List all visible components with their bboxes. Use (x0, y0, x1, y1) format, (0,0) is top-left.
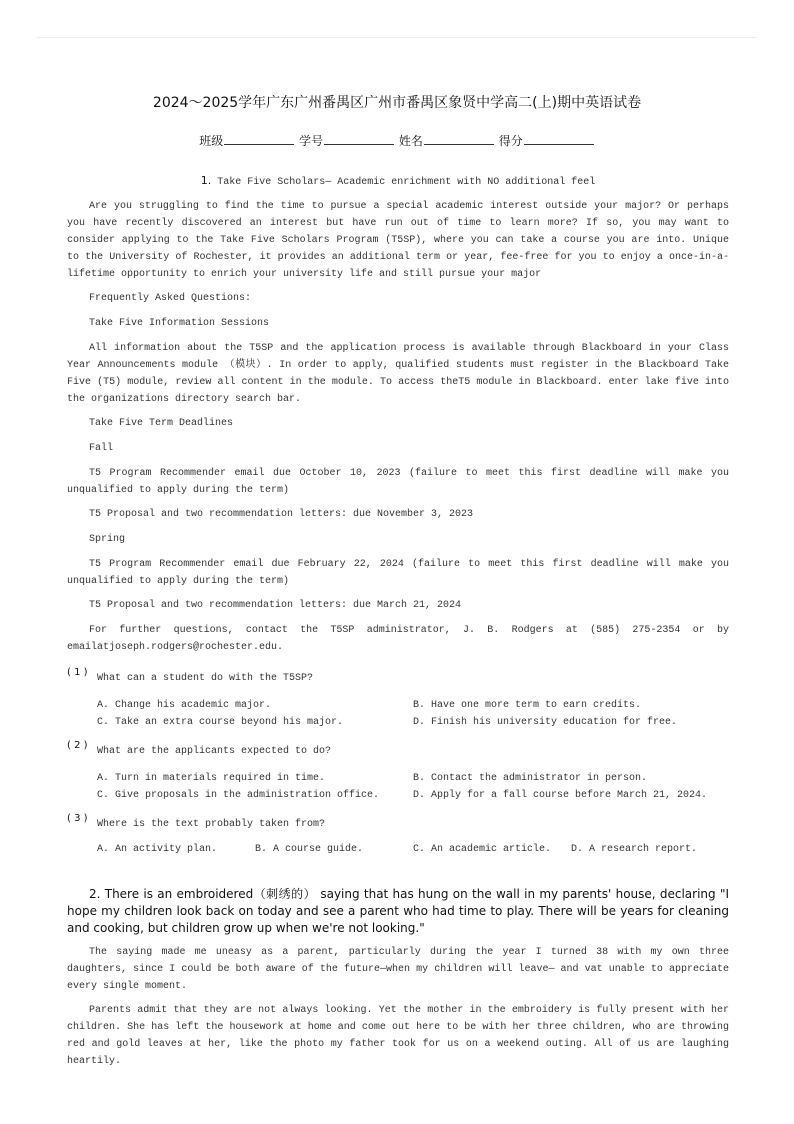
sub-question-number: ( 3 ) (67, 813, 88, 824)
option-a[interactable]: A. Change his academic major. (97, 700, 272, 711)
question-1-number: 1. (200, 174, 212, 187)
options-group (97, 841, 729, 858)
option-b[interactable]: B. Contact the administrator in person. (413, 773, 648, 784)
passage-paragraph: T5 Program Recommender email due October 10, 2023 (failure to meet this first deadline will make you unqualified to apply during the term) (67, 468, 729, 496)
sub-question-text: Where is the text probably taken from? (97, 819, 326, 830)
passage-paragraph: Parents admit that they are not always looking. Yet the mother in the embroidery is fully present with her children. She has left the housework at home and come out here to be with her three children, who are throwing red and gold leaves at her, like the photo my father took for us on a weekend outing. All of us are laughing heartily. (67, 1005, 729, 1067)
option-c[interactable]: C. An academic article. (413, 844, 552, 855)
options-group (97, 697, 729, 731)
option-a[interactable]: A. An activity plan. (97, 844, 218, 855)
option-d[interactable]: D. Apply for a fall course before March 21, 2024. (413, 790, 708, 801)
options-group (97, 770, 729, 804)
question-1-heading (67, 172, 729, 191)
name-blank[interactable] (424, 134, 494, 145)
sub-question-text: What can a student do with the T5SP? (97, 673, 314, 684)
sub-question-1 (67, 667, 729, 687)
passage-paragraph: Take Five Term Deadlines (89, 418, 234, 429)
score-blank[interactable] (524, 134, 594, 145)
passage-paragraph: T5 Proposal and two recommendation letters: due November 3, 2023 (89, 509, 474, 520)
class-label: 班级 (199, 134, 224, 148)
passage-paragraph: Are you struggling to find the time to pursue a special academic interest outside your major? Or perhaps you have recently discovered an interest but have run out of time to learn more? If so, you may want to consider applying to the Take Five Scholars Program (T5SP), where you can take a course you are into. Unique to the University of Rochester, it provides an additional term or year, fee-free for you to enjoy a once-in-a-lifetime opportunity to enrich your university life and still pursue your major (67, 201, 729, 280)
passage-paragraph: Take Five Information Sessions (89, 318, 270, 329)
option-d[interactable]: D. A research report. (571, 844, 698, 855)
passage-paragraph: Spring (89, 534, 126, 545)
score-label: 得分 (498, 134, 523, 148)
student-info-line (0, 132, 794, 149)
class-blank[interactable] (224, 134, 294, 145)
student-id-label: 学号 (299, 134, 324, 148)
question-2-heading: 2. There is an embroidered（刺绣的） saying that has hung on the wall in my parents' house, declaring "I hope my children look back on today and see a parent who had time to play. There will be years for cleaning and cooking, but children grow up when we're not looking." (67, 887, 729, 935)
sub-question-number: ( 2 ) (67, 740, 88, 751)
sub-question-2 (67, 740, 729, 760)
option-b[interactable]: B. Have one more term to earn credits. (413, 700, 642, 711)
passage-paragraph: T5 Proposal and two recommendation letters: due March 21, 2024 (89, 600, 462, 611)
sub-question-number: ( 1 ) (67, 667, 88, 678)
sub-question-3 (67, 813, 729, 833)
top-divider (37, 37, 757, 38)
sub-question-text: What are the applicants expected to do? (97, 746, 332, 757)
option-c[interactable]: C. Give proposals in the administration office. (97, 790, 380, 801)
page-title: 2024～2025学年广东广州番禺区广州市番禺区象贤中学高二(上)期中英语试卷 (152, 95, 642, 111)
student-id-blank[interactable] (324, 134, 394, 145)
option-a[interactable]: A. Turn in materials required in time. (97, 773, 326, 784)
passage-paragraph: Fall (89, 443, 114, 454)
option-d[interactable]: D. Finish his university education for free. (413, 717, 678, 728)
exam-content (67, 172, 729, 1077)
passage-paragraph: The saying made me uneasy as a parent, particularly during the year I turned 38 with my own three daughters, since I could be both aware of the future—when my children will leave— and vat unable to appreciate every single moment. (67, 947, 729, 992)
passage-paragraph: T5 Program Recommender email due February 22, 2024 (failure to meet this first deadline will make you unqualified to apply during the term) (67, 559, 729, 587)
passage-paragraph: All information about the T5SP and the application process is available through Blackboard in your Class Year Announcements module （模块）. In order to apply, qualified students must register in the Blackboard Take Five (T5) module, review all content in the module. To access theT5 module in Blackboard. enter lake five into the organizations directory search bar. (67, 343, 729, 405)
passage-paragraph: For further questions, contact the T5SP administrator, J. B. Rodgers at (585) 275-2354 or by emailatjoseph.rodgers@rochester.edu. (67, 625, 729, 653)
option-b[interactable]: B. A course guide. (255, 844, 364, 855)
option-c[interactable]: C. Take an extra course beyond his major. (97, 717, 344, 728)
passage-paragraph: Frequently Asked Questions: (89, 293, 252, 304)
question-1-title: Take Five Scholars— Academic enrichment with NO additional feel (217, 177, 596, 188)
name-label: 姓名 (398, 134, 423, 148)
